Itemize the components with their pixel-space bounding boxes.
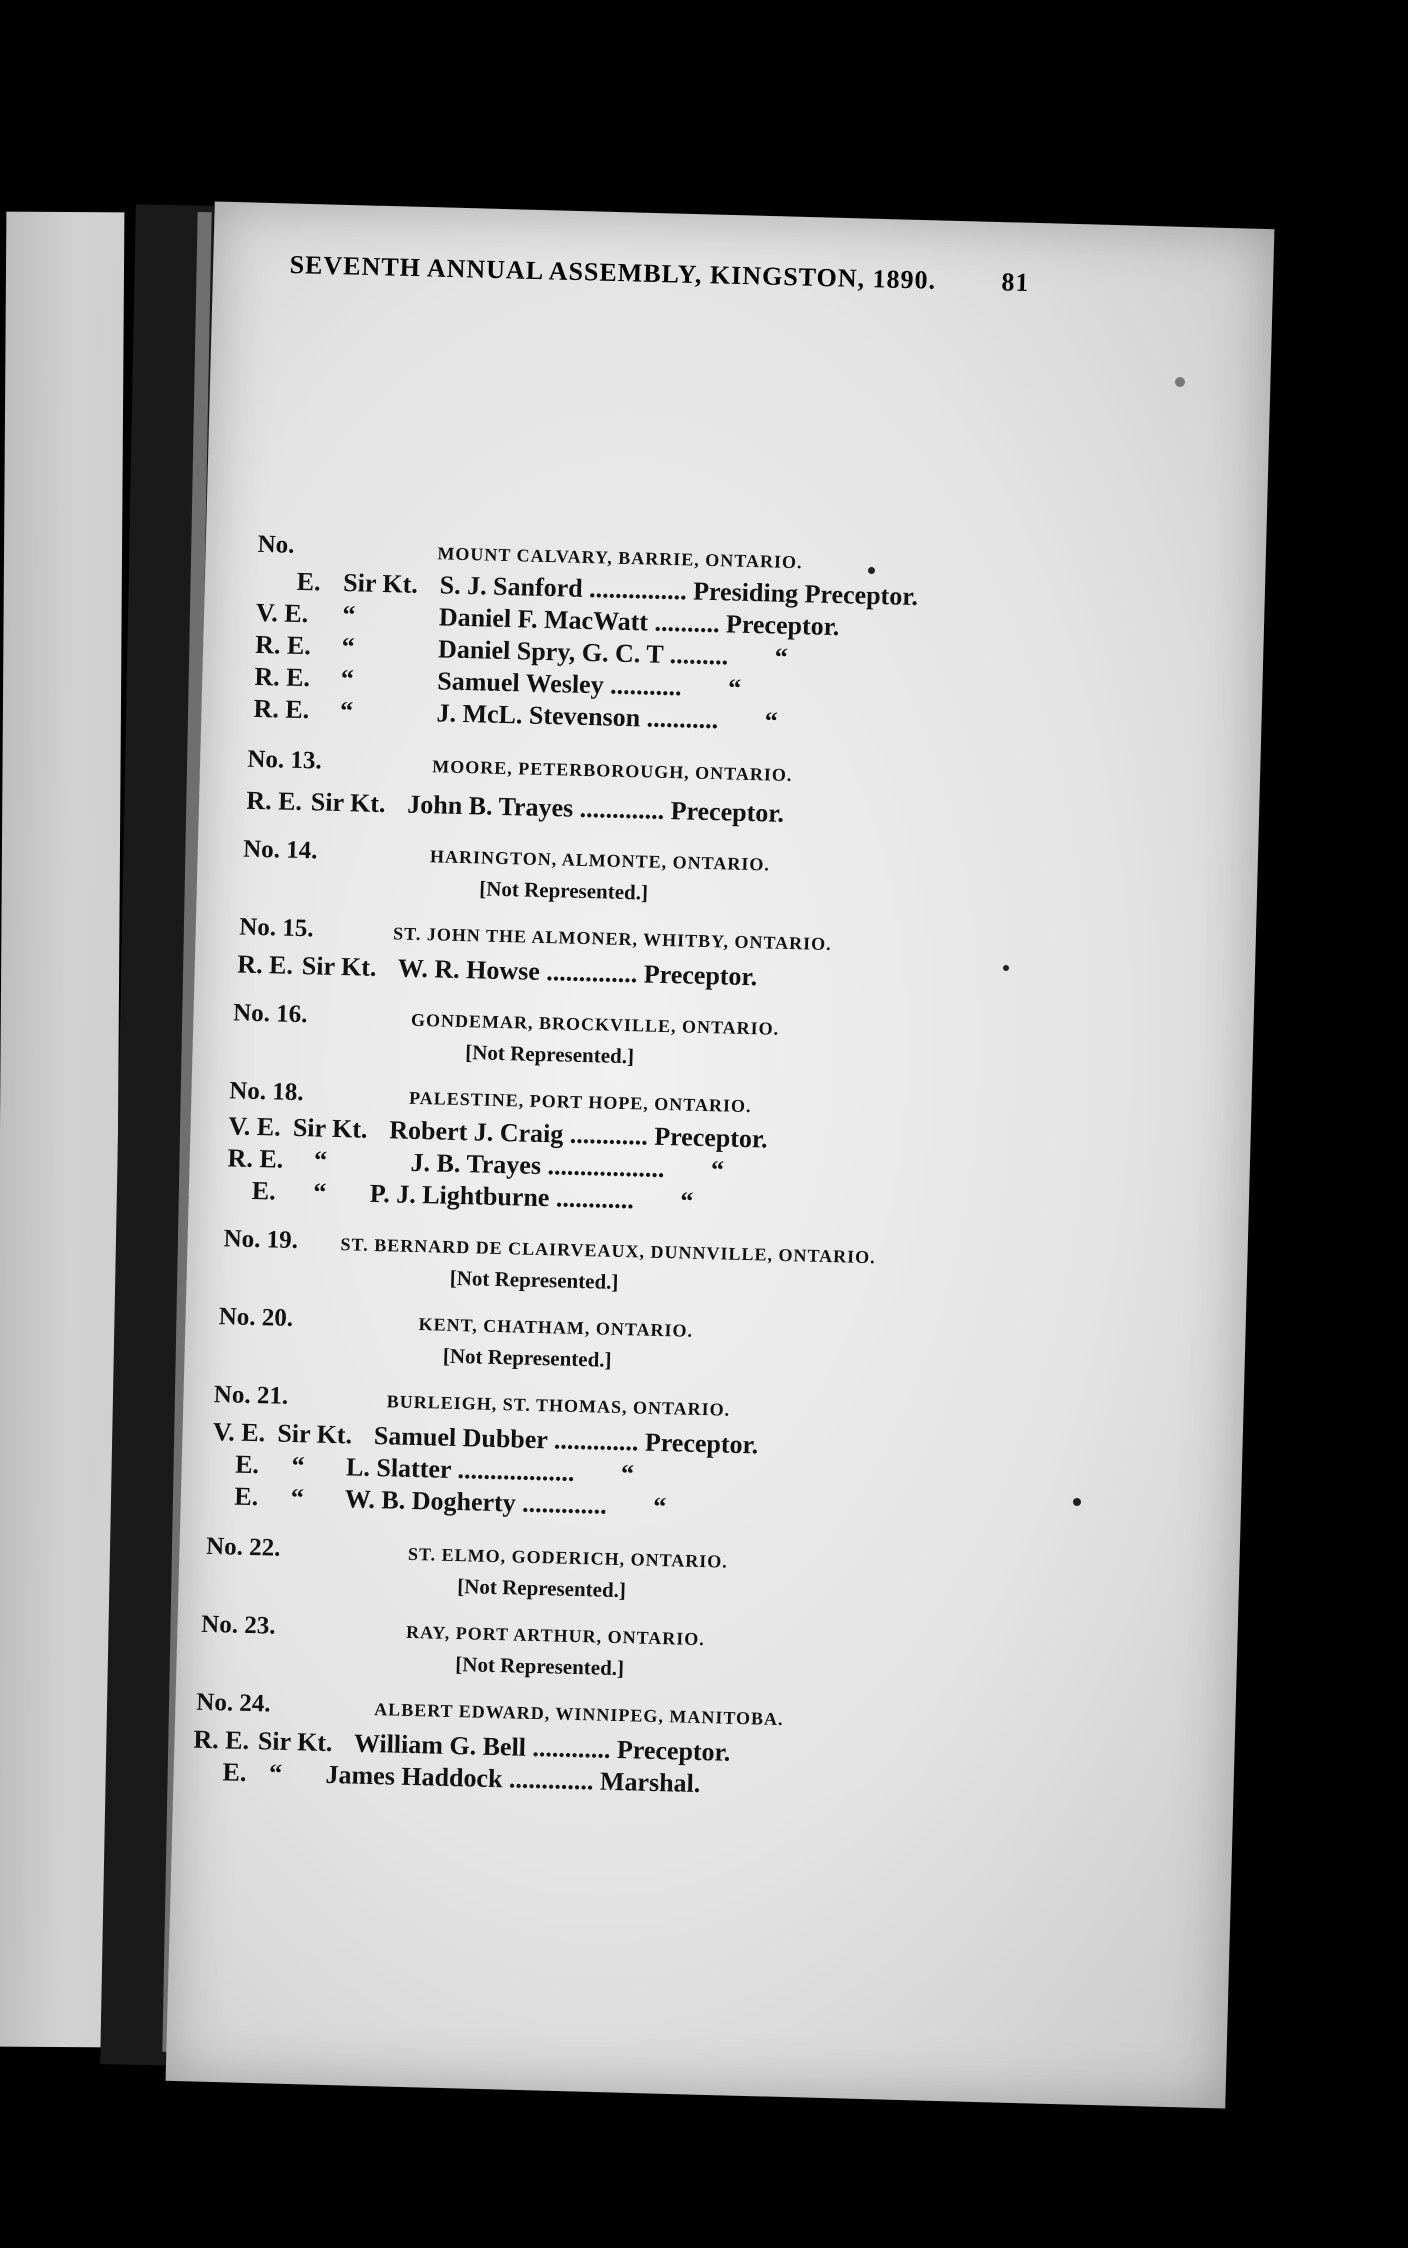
member-name: S. J. Sanford [439,570,584,603]
member-office: Preceptor. [725,609,840,642]
section-number: No. 21. [213,1381,289,1410]
ink-speck [1003,965,1009,971]
member-rank: R. E. [254,661,311,693]
member-name: Samuel Dubber [373,1421,548,1455]
member-title: “ [268,1758,283,1788]
not-represented-note: [Not Represented.] [455,1652,625,1681]
member-office: “ [620,1459,635,1489]
section-number: No. 13. [247,745,323,775]
member-rank: E. [222,1757,247,1787]
member-name: J. B. Trayes [410,1147,542,1181]
member-name: John B. Trayes [406,789,574,823]
member-name: William G. Bell [353,1728,527,1762]
section-lodge: GONDEMAR, BROCKVILLE, ONTARIO. [410,1009,780,1039]
member-name: James Haddock [325,1759,503,1794]
member-leader: ........... [646,703,719,735]
member-rank: E. [296,566,321,597]
member-office: Preceptor. [644,1427,759,1460]
member-title: “ [313,1145,328,1175]
member-leader: ......... [669,640,729,671]
member-office: “ [652,1491,667,1522]
member-leader: .................. [457,1455,575,1487]
member-title: Sir Kt. [301,951,377,982]
member-office: Preceptor. [670,796,785,828]
section-number: No. 19. [223,1225,299,1255]
member-title: “ [291,1451,305,1481]
member-office: Preceptor. [616,1735,731,1767]
page-number: 81 [1001,267,1030,298]
member-leader: ............ [532,1732,611,1764]
section-lodge: PALESTINE, PORT HOPE, ONTARIO. [408,1087,752,1117]
member-name: W. R. Howse [397,953,541,986]
member-title: “ [312,1177,327,1207]
section-number: No. [257,530,295,559]
member-leader: ............. [508,1764,594,1796]
section-number: No. 24. [195,1688,271,1718]
member-rank: R. E. [254,629,312,661]
not-represented-note: [Not Represented.] [442,1343,612,1372]
section-lodge: HARINGTON, ALMONTE, ONTARIO. [429,846,771,875]
member-title: Sir Kt. [310,787,386,819]
section-lodge: RAY, PORT ARTHUR, ONTARIO. [405,1621,706,1650]
member-rank: R. E. [246,785,303,817]
member-title: Sir Kt. [277,1418,353,1450]
member-name: L. Slatter [345,1452,452,1484]
member-name: Daniel F. MacWatt [438,602,649,637]
member-rank: E. [251,1175,277,1206]
member-office: “ [710,1155,725,1185]
section-number: No. 14. [242,835,318,865]
member-name: J. McL. Stevenson [436,698,641,733]
section-number: No. 23. [200,1610,276,1640]
ink-speck [1073,1498,1081,1506]
member-leader: ............. [521,1488,608,1520]
section-lodge: ST. BERNARD DE CLAIRVEAUX, DUNNVILLE, ONTARIO. [340,1234,876,1268]
member-title: “ [290,1482,305,1513]
not-represented-note: [Not Represented.] [449,1265,619,1294]
member-name: Daniel Spry, G. C. T [437,634,664,669]
member-leader: .......... [654,607,720,639]
member-leader: ............. [553,1425,639,1457]
not-represented-note: [Not Represented.] [464,1040,635,1069]
member-title: “ [339,695,354,726]
member-leader: ........... [609,670,682,702]
member-title: Sir Kt. [292,1112,368,1144]
member-leader: ............... [588,574,688,606]
header-title: SEVENTH ANNUAL ASSEMBLY, KINGSTON, 1890. [289,250,937,295]
member-name: P. J. Lightburne [369,1178,550,1213]
member-office: “ [680,1186,694,1216]
section-number: No. 16. [232,999,308,1029]
member-office: “ [774,642,789,672]
member-leader: .................. [547,1151,665,1184]
member-rank: V. E. [228,1111,282,1142]
section-lodge: BURLEIGH, ST. THOMAS, ONTARIO. [386,1391,731,1420]
section-number: No. 15. [238,913,314,943]
section-lodge: ALBERT EDWARD, WINNIPEG, MANITOBA. [373,1699,784,1730]
member-office: “ [727,673,742,703]
section-lodge: MOUNT CALVARY, BARRIE, ONTARIO. [437,543,803,573]
member-leader: ............ [569,1119,649,1151]
member-rank: V. E. [212,1417,266,1448]
member-rank: E. [234,1449,260,1480]
member-title: “ [340,663,355,694]
member-title: “ [342,599,356,630]
not-represented-note: [Not Represented.] [456,1574,627,1603]
member-title: Sir Kt. [342,568,419,599]
member-name: Samuel Wesley [436,666,605,700]
section-lodge: KENT, CHATHAM, ONTARIO. [418,1314,694,1341]
not-represented-note: [Not Represented.] [479,876,649,905]
member-office: Preceptor. [653,1121,768,1154]
member-rank: V. E. [255,597,309,629]
section-lodge: ST. JOHN THE ALMONER, WHITBY, ONTARIO. [392,923,832,955]
member-rank: R. E. [237,949,294,980]
member-rank: R. E. [193,1724,250,1756]
section-number: No. 22. [205,1532,281,1562]
member-leader: ............ [555,1183,635,1215]
member-office: Preceptor. [643,959,758,992]
member-leader: .............. [546,957,638,989]
ink-speck [868,567,875,574]
section-lodge: ST. ELMO, GODERICH, ONTARIO. [407,1543,729,1572]
section-number: No. 20. [218,1303,294,1332]
ink-speck [1175,377,1185,387]
member-rank: R. E. [227,1143,284,1174]
section-number: No. 18. [228,1077,304,1107]
member-name: Robert J. Craig [389,1115,564,1149]
member-office: Marshal. [599,1766,701,1799]
member-title: “ [341,631,356,662]
member-leader: ............. [579,793,665,825]
member-office: “ [764,706,778,736]
member-title: Sir Kt. [257,1726,333,1758]
member-rank: R. E. [253,693,310,725]
member-office: Presiding Preceptor. [692,576,919,612]
section-lodge: MOORE, PETERBOROUGH, ONTARIO. [432,756,793,786]
member-rank: E. [234,1481,259,1512]
member-name: W. B. Dogherty [344,1484,517,1518]
